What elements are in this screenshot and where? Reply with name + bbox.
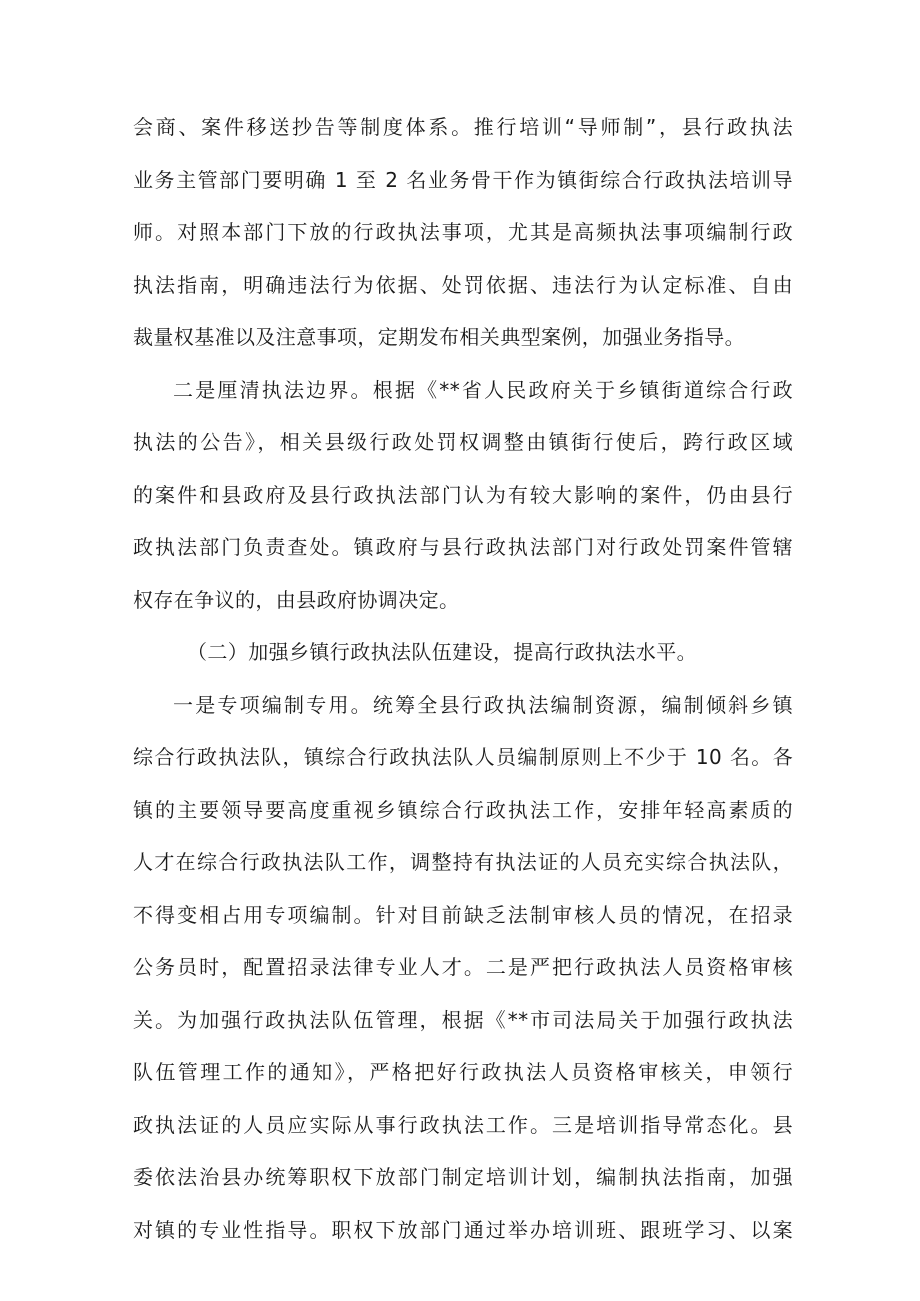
paragraph-first-line: 一是专项编制专用。统筹全县行政执法编制资源，编制倾斜乡镇 [173, 692, 793, 717]
text-line: 队伍管理工作的通知》，严格把好行政执法人员资格审核关，申领行 [133, 1060, 793, 1084]
text-line: 执法的公告》，相关县级行政处罚权调整由镇街行使后，跨行政区域 [133, 430, 793, 454]
text-line: 政执法证的人员应实际从事行政执法工作。三是培训指导常态化。县 [133, 1112, 793, 1137]
text-line: 人才在综合行政执法队工作，调整持有执法证的人员充实综合执法队， [133, 850, 793, 874]
text-line: 裁量权基准以及注意事项，定期发布相关典型案例，加强业务指导。 [133, 325, 745, 349]
text-line: 师。对照本部门下放的行政执法事项，尤其是高频执法事项编制行政 [133, 220, 793, 244]
document-body [133, 101, 793, 1256]
paragraph-first-line: 二是厘清执法边界。根据《**省人民政府关于乡镇街道综合行政 [173, 377, 793, 402]
text-line: 业务主管部门要明确 1 至 2 名业务骨干作为镇街综合行政执法培训导 [133, 167, 793, 192]
text-line: 不得变相占用专项编制。针对目前缺乏法制审核人员的情况，在招录 [133, 902, 793, 927]
text-line: 的案件和县政府及县行政执法部门认为有较大影响的案件，仍由县行 [133, 482, 793, 507]
section-heading: （二）加强乡镇行政执法队伍建设，提高行政执法水平。 [187, 640, 697, 664]
text-line: 关。为加强行政执法队伍管理，根据《**市司法局关于加强行政执法 [133, 1007, 793, 1032]
text-line: 委依法治县办统筹职权下放部门制定培训计划，编制执法指南，加强 [133, 1165, 793, 1189]
text-line: 执法指南，明确违法行为依据、处罚依据、违法行为认定标准、自由 [133, 272, 793, 297]
text-line: 会商、案件移送抄告等制度体系。推行培训“导师制”，县行政执法 [133, 115, 793, 139]
text-line: 综合行政执法队，镇综合行政执法队人员编制原则上不少于 10 名。各 [133, 745, 793, 769]
text-line: 公务员时，配置招录法律专业人才。二是严把行政执法人员资格审核 [133, 955, 793, 979]
text-line: 权存在争议的，由县政府协调决定。 [133, 587, 460, 612]
text-line: 对镇的专业性指导。职权下放部门通过举办培训班、跟班学习、以案 [133, 1217, 793, 1242]
text-line: 镇的主要领导要高度重视乡镇综合行政执法工作，安排年轻高素质的 [133, 797, 793, 822]
text-line: 政执法部门负责查处。镇政府与县行政执法部门对行政处罚案件管辖 [133, 535, 793, 559]
